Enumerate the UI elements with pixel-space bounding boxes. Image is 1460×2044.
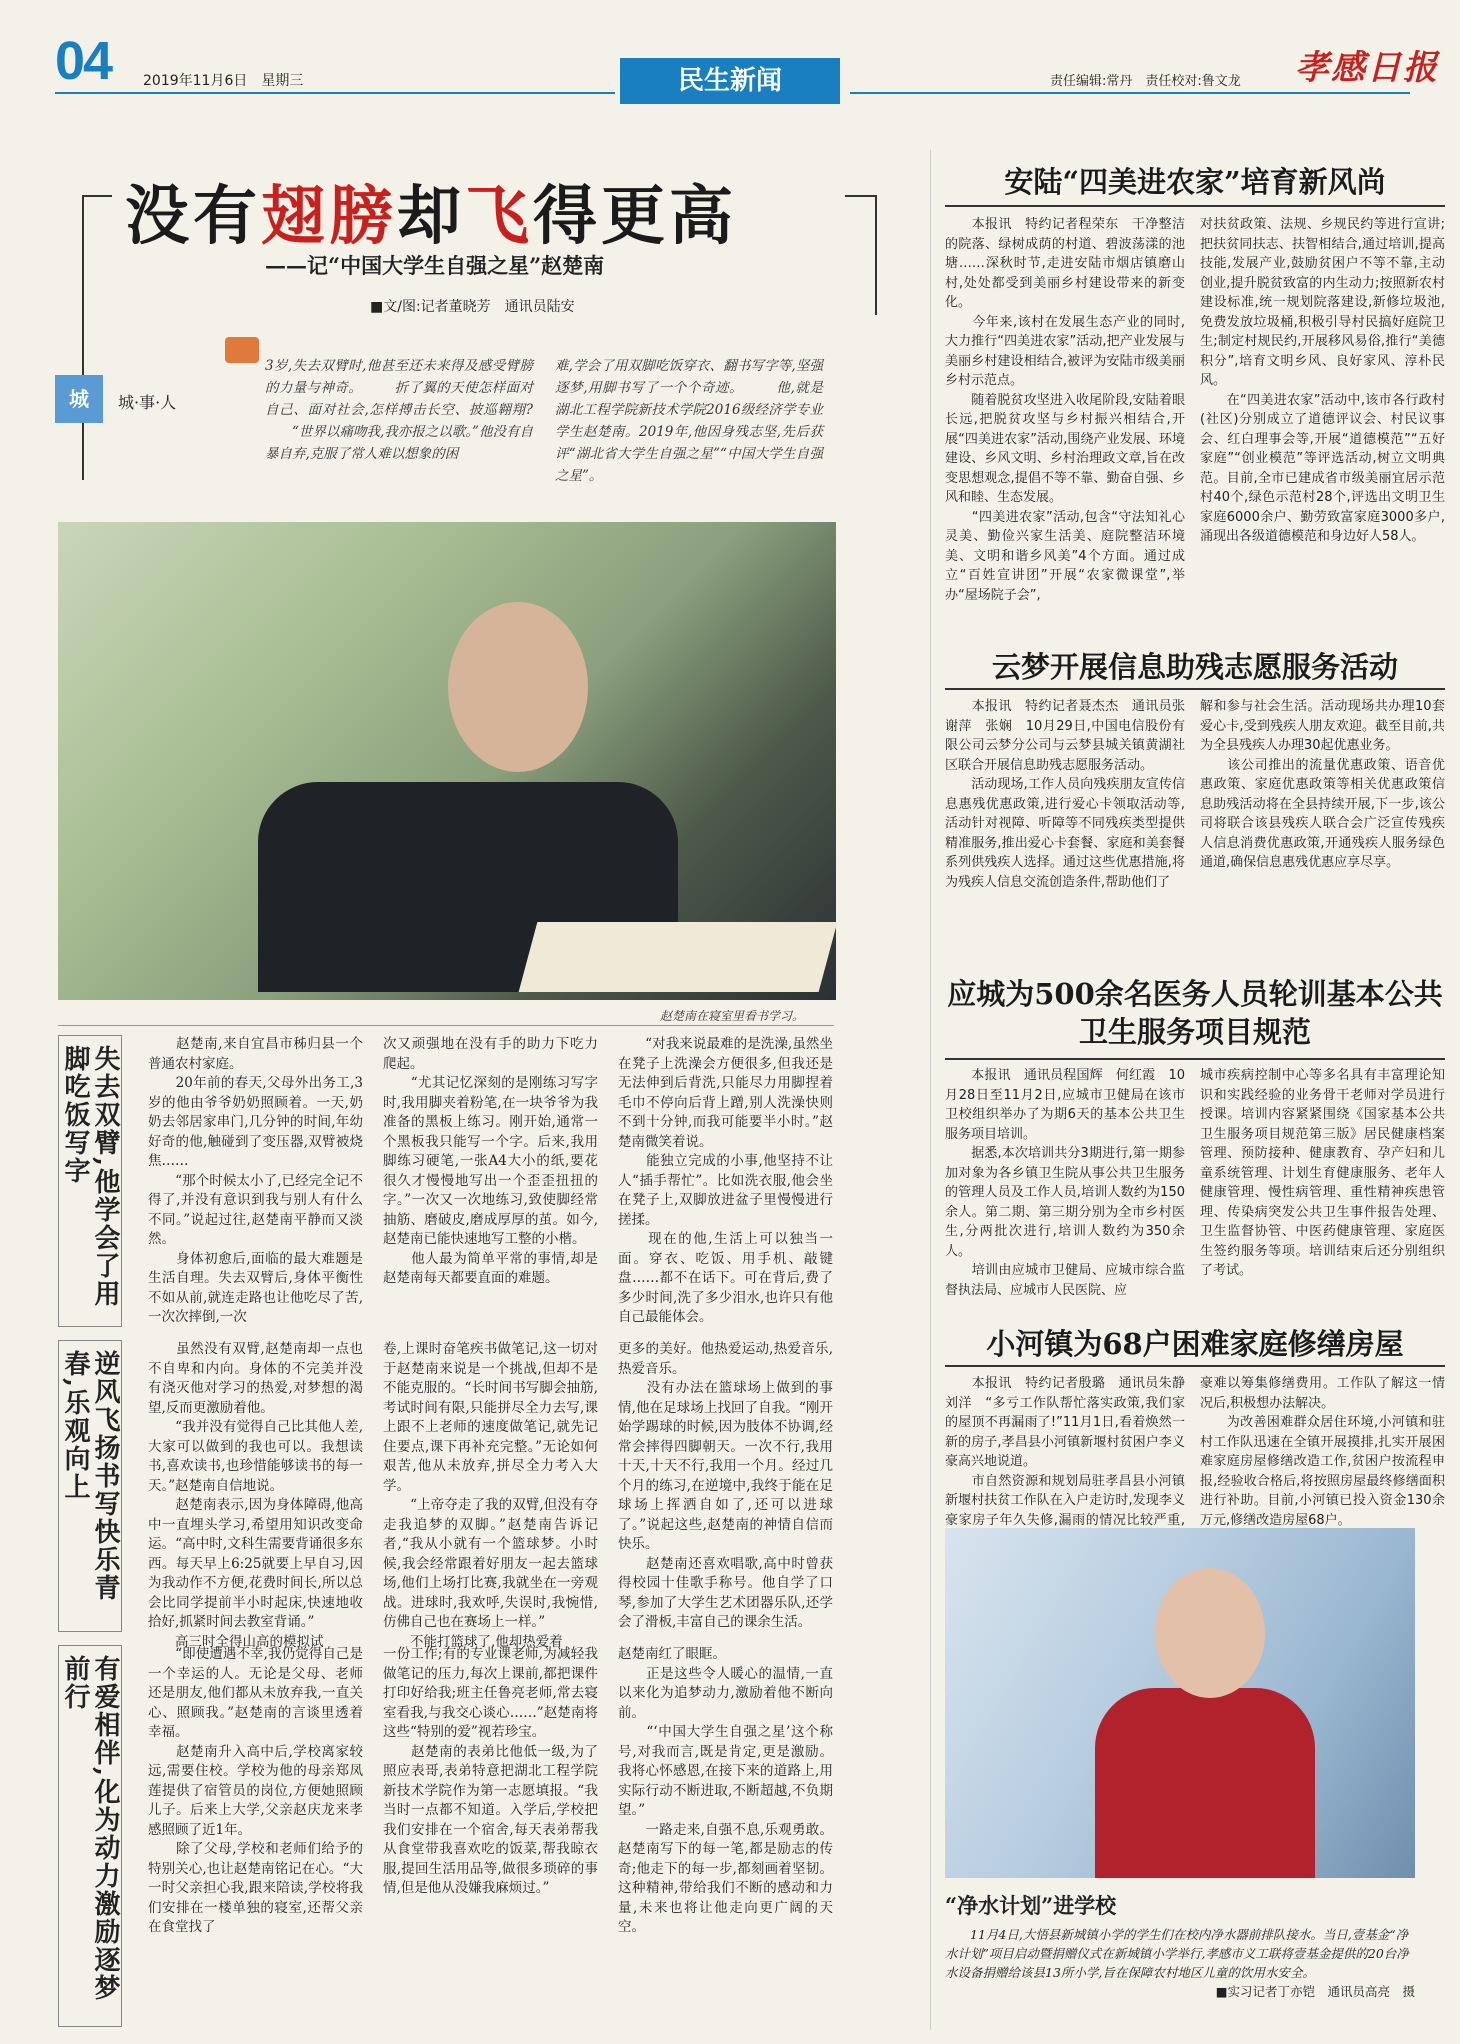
article-column: 本报讯 特约记者殷璐 通讯员朱静 刘洋 “多亏工作队帮忙落实政策,我们家的屋顶不再漏雨了!”11月1日,看着焕然一新的房子,孝昌县小河镇新堰村贫困户李义豪高兴地说道。 市自然资源和规划局驻孝昌县小河镇新堰村扶贫工作队在入户走访时,发现李义豪家房子年久失修,漏雨的情况比较严重, [945,1376,1185,1528]
photo-book [519,922,838,992]
body-column: 虽然没有双臂,赵楚南却一点也不自卑和内向。身体的不完美并没有浇灭他对学习的热爱,对梦想的渴望,反而更激励着他。 “我并没有觉得自己比其他人差,大家可以做到的我也可以。我想读书,喜欢读书,也珍惜能够读书的每一天。”赵楚南自信地说。 赵楚南表示,因为身体障碍,他高中一直埋头学习,希望用知识改变命运。“高中时,文科生需要背诵很多东西。每天早上6:25就要上早自习,因为我动作不方便,花费时间长,所以总会比同学提前半小时起床,快速地收拾好,抓紧时间去教室背诵。” 高三时全得山高的模拟试 [148,1341,363,1650]
students-photo [945,1528,1415,1878]
body-column: 一份工作;有的专业课老师,为减轻我做笔记的压力,每次上课前,都把课件打印好给我;班主任鲁亮老师,常去寝室看我,与我交心谈心……”赵楚南将这些“特别的爱”视若珍宝。 赵楚南的表弟比他低一级,为了照应表哥,表弟特意把湖北工程学院新技术学院作为第一志愿填报。“我当时一点都不知道。入学后,学校把我们安排在一个宿舍,每天表弟帮我从食堂带我喜欢吃的饭菜,帮我晾衣服,提回生活用品等,做很多琐碎的事情,但是他从没嫌我麻烦过。” [383,1646,598,1896]
newspaper-masthead: 孝感日报 [1295,48,1439,88]
title-frame-right-top [845,195,875,197]
article-column: 本报讯 特约记者程荣东 干净整洁的院落、绿树成荫的村道、碧波荡漾的池塘……深秋时节,走进安陆市烟店镇磨山村,处处都受到美丽乡村建设带来的新变化。 今年来,该村在发展生态产业的同时,大力推行“四美进农家”活动,把产业发展与美丽乡村建设相结合,被评为安陆市级美丽乡村示范点。 随着脱贫攻坚进入收尾阶段,安陆着眼长远,把脱贫攻坚与乡村振兴相结合,开展“四美进农家”活动,围绕产业发展、环境建设、乡风文明、乡村治理政文章,旨在改变思想观念,提倡不等不靠、勤奋自强、乡风和睦、生态发展。 “四美进农家”活动,包含“守法知礼心灵美、勤俭兴家生活美、庭院整洁环境美、文明和谐乡风美”4个方面。通过成立“百姓宣讲团”开展“农家微课堂”,举办“屋场院子会”, [945,217,1185,603]
article-headline: 安陆“四美进农家”培育新风尚 [1004,165,1386,199]
title-frame-top [82,195,112,197]
section-heading: 有爱相伴,化为动力激励逐梦前行 [60,1655,120,2003]
column-label: 城·事·人 [118,393,177,412]
article-column: 豪难以筹集修缮费用。工作队了解这一情况后,积极想办法解决。 为改善困难群众居住环境,小河镇和驻村工作队迅速在全镇开展摸排,扎实开展困难家庭房屋修缮改造工作,贫困户按流程申报,经验收合格后,将按照房屋最终修缮面积进行补助。目前,小河镇已投入资金130余万元,修缮改造房屋68户。 [1200,1376,1445,1528]
headline-part: 却 [397,179,465,254]
title-frame-right [875,195,877,315]
article-column: 解和参与社会生活。活动现场共办理10套爱心卡,受到残疾人朋友欢迎。截至目前,共为全县残疾人办理30起优惠业务。 该公司推出的流量优惠政策、语音优惠政策、家庭优惠政策等相关优惠政策信息助残活动将在全县持续开展,下一步,该公司将联合该县残疾人联合会广泛宣传残疾人信息消费优惠政策,开通残疾人服务绿色通道,确保信息惠残优惠应享尽享。 [1200,699,1445,870]
body-column: 赵楚南红了眼眶。 正是这些令人暖心的温情,一直以来化为追梦动力,激励着他不断向前。 “‘中国大学生自强之星’这个称号,对我而言,既是肯定,更是激励。我将心怀感恩,在接下来的道路上,用实际行动不断进取,不断超越,不负期望。” 一路走来,自强不息,乐观勇敢。赵楚南写下的每一笔,都是励志的传奇;他走下的每一步,都刻画着坚韧。这种精神,带给我们不断的感动和力量,未来也将让他走向更广阔的天空。 [618,1646,833,1935]
title-frame-left [82,195,84,480]
feature-byline: ■文/图:记者董晓芳 通讯员陆安 [370,299,575,315]
headline-rule [945,1058,1445,1060]
body-column: 次又顽强地在没有手的助力下吃力爬起。 “尤其记忆深刻的是刚练习写字时,我用脚夹着粉笔,在一块爷爷为我准备的黑板上练习。刚开始,通常一个黑板我只能写一个字。后来,我用脚练习硬笔,一张A4大小的纸,要花很久才慢慢地写出一个歪歪扭扭的字。”一次又一次地练习,致使脚经常抽筋、磨破皮,磨成厚厚的茧。如今,赵楚南已能快速地写工整的小楷。 他人最为简单平常的事情,却是赵楚南每天都要直面的难题。 [383,1036,598,1286]
article-headline: 云梦开展信息助残志愿服务活动 [991,650,1398,684]
headline-rule [945,688,1445,690]
photo-story-caption [945,1925,1415,2001]
lead-paragraph-1: 3岁,失去双臂时,他甚至还未来得及感受臂膀的力量与神奇。 折了翼的天使怎样面对自己、面对社会,怎样搏击长空、披巡翱翔? “世界以痛吻我,我亦报之以歌。”他没有自暴自弃,克服了常人难以想象的困 [265,358,533,462]
section-divider [58,1025,834,1026]
column-separator [930,150,931,2030]
body-column: 更多的美好。他热爱运动,热爱音乐,热爱音乐。 没有办法在篮球场上做到的事情,他在足球场上找回了自我。“刚开始学踢球的时候,因为肢体不协调,经常会摔得四脚朝天。一次不行,我用十天,十天不行,我用一个月。经过几个月的练习,在逆境中,我终于能在足球场上挥洒自如了,还可以进球了。”说起这些,赵楚南的神情自信而快乐。 赵楚南还喜欢唱歌,高中时曾获得校园十佳歌手称号。他自学了口琴,参加了大学生艺术团器乐队,还学会了滑板,丰富自己的课余生活。 [618,1341,833,1630]
feature-headline [125,165,737,257]
photo-caption: 赵楚南在寝室里看书学习。 [660,1009,805,1023]
headline-rule [945,1365,1445,1367]
header-rule-left [55,92,615,94]
article-column: 本报讯 特约记者聂杰杰 通讯员张谢萍 张娴 10月29日,中国电信股份有限公司云梦分公司与云梦县城关镇黄湖社区联合开展信息助残志愿服务活动。 活动现场,工作人员向残疾朋友宣传信息惠残优惠政策,进行爱心卡领取活动等,活动针对视障、听障等不同残疾类型提供精准服务,推出爱心卡套餐、家庭和美套餐系列供残疾人选择。通过这些优惠措施,将为残疾人信息交流创造条件,帮助他们了 [945,699,1185,890]
body-column: “对我来说最难的是洗澡,虽然坐在凳子上洗澡会方便很多,但我还是无法伸到后背洗,只能尽力用脚捏着毛巾不停向后背上蹭,别人洗澡快则不到十分钟,而我可能要半小时。”赵楚南微笑着说。 能独立完成的小事,他坚持不让人“插手帮忙”。比如洗衣服,他会坐在凳子上,双脚放进盆子里慢慢进行搓揉。 现在的他,生活上可以独当一面。穿衣、吃饭、用手机、敲键盘……都不在话下。可在背后,费了多少时间,洗了多少泪水,也许只有他自己最能体会。 [618,1036,833,1325]
headline-part: 没有 [125,179,261,254]
editors-credit: 责任编辑:常丹 责任校对:鲁文龙 [1050,74,1241,89]
section-heading: 失去双臂,他学会了用脚吃饭写字 [60,1045,120,1309]
section-banner: 民生新闻 [620,58,840,104]
city-column-icon: 城 [55,375,103,423]
photo-story-title: “净水计划”进学校 [945,1893,1117,1918]
photo-credit: ■实习记者丁亦铠 通讯员高亮 摄 [1215,1984,1415,1999]
lead-paragraph-2: 难,学会了用双脚吃饭穿衣、翻书写字等,坚强逐梦,用脚书写了一个个奇迹。 他,就是湖北工程学院新技术学院2016级经济学专业学生赵楚南。2019年,他因身残志坚,先后获评“湖北省大学生自强之星”“中国大学生自强之星”。 [555,358,823,484]
feature-photo [58,522,836,1000]
headline-rule [945,205,1445,207]
body-column: “即使遭遇不幸,我仍觉得自己是一个幸运的人。无论是父母、老师还是朋友,他们都从未放弃我,一直关心、照顾我。”赵楚南的言谈里透着幸福。 赵楚南升入高中后,学校离家较远,需要住校。学校为他的母亲郑凤莲提供了宿管员的岗位,方便她照顾儿子。后来上大学,父亲赵庆龙来孝感照顾了近1年。 除了父母,学校和老师们给予的特别关心,也让赵楚南铭记在心。“大一时父亲担心我,跟来陪读,学校将我们安排在一楼单独的寝室,还帮父亲在食堂找了 [148,1646,363,1935]
article-column: 城市疾病控制中心等多名具有丰富理论知识和实践经验的业务骨干老师对学员进行授课。培训内容紧紧围绕《国家基本公共卫生服务项目规范第三版》居民健康档案管理、预防接种、健康教育、孕产妇和儿童系统管理、计划生育健康服务、老年人健康管理、慢性病管理、重性精神疾患管理、传染病突发公共卫生事件报告处理、卫生监督协管、中医药健康管理、家庭医生签约服务等项。培训结束后还分别组织了考试。 [1200,1068,1445,1278]
headline-highlight: 飞 [465,179,533,254]
photo-student-uniform [1095,1688,1315,1878]
feature-subheadline: ——记“中国大学生自强之星”赵楚南 [265,253,605,278]
section-heading: 逆风飞扬书写快乐青春,乐观向上 [60,1350,120,1602]
body-column: 卷,上课时奋笔疾书做笔记,这一切对于赵楚南来说是一个挑战,但却不是不能克服的。“长时间书写脚会抽筋,考试时间有限,只能拼尽全力去写,课上跟不上老师的速度做笔记,就先记住要点,课下再补充完整。”无论如何艰苦,他从未放弃,拼尽全力考入大学。 “上帝夺走了我的双臂,但没有夺走我追梦的双脚。”赵楚南告诉记者,“我从小就有一个篮球梦。小时候,我会经常跟着好朋友一起去篮球场,他们上场打比赛,我就坐在一旁观战。进球时,我欢呼,失误时,我惋惜,仿佛自己也在赛场上一样。” 不能打篮球了,他却热爱着 [383,1341,598,1650]
issue-date: 2019年11月6日 星期三 [143,73,304,89]
article-column: 本报讯 通讯员程国辉 何红霞 10月28日至11月2日,应城市卫健局在该市卫校组织举办了为期6天的基本公共卫生服务项目培训。 据悉,本次培训共分3期进行,第一期参加对象为各乡镇卫生院从事公共卫生服务的管理人员及工作人员,培训人数约为150余人。第二期、第三期分别为全市乡村医生,分两批次进行,培训人数约为350余人。 培训由应城市卫健局、应城市综合监督执法局、应城市人民医院、应 [945,1068,1185,1298]
body-column: 赵楚南,来自宜昌市秭归县一个普通农村家庭。 20年前的春天,父母外出务工,3岁的他由爷爷奶奶照顾着。一天,奶奶去邻居家串门,几分钟的时间,年幼好奇的他,触碰到了变压器,双臂被烧焦…… “那个时候太小了,已经完全记不得了,并没有意识到我与别人有什么不同。”说起过往,赵楚南平静而又淡然。 身体初愈后,面临的最大难题是生活自理。失去双臂后,身体平衡性不如从前,就连走路也让他吃尽了苦,一次次摔倒,一次 [148,1036,363,1325]
article-headline: 小河镇为68户困难家庭修缮房屋 [986,1327,1404,1361]
page-number: 04 [55,31,112,91]
header-rule-right [850,92,1410,94]
photo-story-text: 11月4日,大悟县新城镇小学的学生们在校内净水器前排队接水。当日,壹基金“净水计划”项目启动暨捐赠仪式在新城镇小学举行,孝感市义工联将壹基金提供的20台净水设备捐赠给该县13所小学,旨在保障农村地区儿童的饮用水安全。 [945,1927,1409,1980]
headline-part: 得更高 [533,179,737,254]
article-column: 对扶贫政策、法规、乡规民约等进行宣讲;把扶贫同扶志、扶智相结合,通过培训,提高技能,发展产业,鼓励贫困户不等不靠,主动创业,提升脱贫致富的内生动力;按照新农村建设标准,统一规划院落建设,新修垃圾池,免费发放垃圾桶,积极引导村民搞好庭院卫生;制定村规民约,开展移风易俗,推行“美德积分”,培育文明乡风、良好家风、淳朴民风。 在“四美进农家”活动中,该市各行政村(社区)分别成立了道德评议会、村民议事会、红白理事会等,开展“道德模范”“五好家庭”“创业模范”等评选活动,树立文明典范。目前,全市已建成省市级美丽宜居示范村40个,绿色示范村28个,评选出文明卫生家庭6000余户、勤劳致富家庭3000多户,涌现出各级道德模范和身边好人58人。 [1200,217,1445,544]
photo-student-face [1155,1568,1265,1698]
photo-figure-face [448,602,588,772]
article-headline: 应城为500余名医务人员轮训基本公共卫生服务项目规范 [947,977,1443,1049]
headline-highlight: 翅膀 [261,179,397,254]
speech-bubble-icon [225,337,259,363]
